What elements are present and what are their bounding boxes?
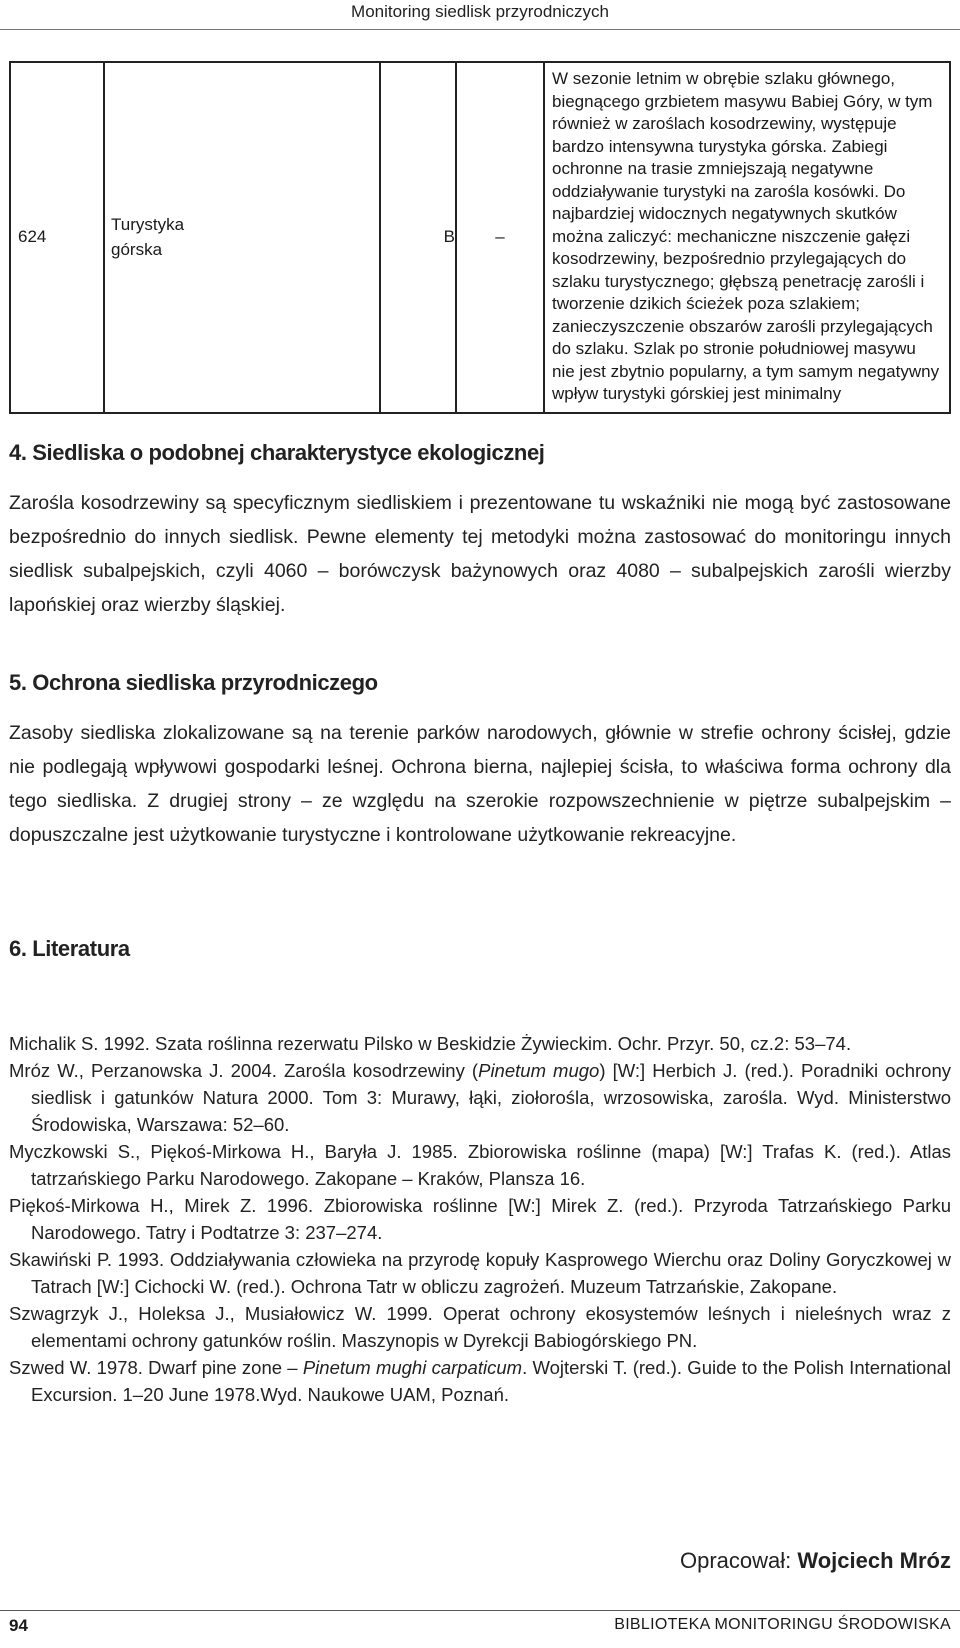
threat-description: W sezonie letnim w obrębie szlaku głównego, biegnącego grzbietem masywu Babiej Góry, w tym również w zaroślach kosodrzewiny, występuje bardzo intensywna turystyka górska. Zabiegi ochronne na trasie zmniejszają negatywne oddziaływanie turystyki na zarośla kosówki. Do najbardziej widocznych negatywnych skutków można zaliczyć: mechaniczne niszczenie gałęzi kosodrzewiny, bezpośrednio przylegających do szlaku turystycznego; głębszą penetrację zarośli i tworzenie dzikich ścieżek poza szlakiem; zanieczyszczenie obszarów zarośli przylegających do szlaku. Szlak po stronie południowej masywu nie jest zbytnio popularny, a tym samym negatywny wpływ turystyki górskiej jest minimalny bbox=[552, 69, 940, 403]
reference-item bbox=[9, 1192, 951, 1246]
threat-code: 624 bbox=[18, 227, 47, 247]
author-signature bbox=[680, 1548, 951, 1574]
threat-impact: – bbox=[495, 227, 505, 247]
threat-name: Turystyka górska bbox=[111, 215, 185, 260]
section-4-heading: 4. Siedliska o podobnej charakterystyce ekologicznej bbox=[9, 440, 545, 465]
running-head: Monitoring siedlisk przyrodniczych bbox=[351, 2, 609, 21]
section-6-heading: 6. Literatura bbox=[9, 936, 130, 961]
reference-text-tail: ) [W:] Herbich J. (red.). Poradniki ochrony siedlisk i gatunków Natura 2000. Tom 3: Murawy, łąki, ziołorośla, wrzosowiska, zarośla. Wyd. Ministerstwo Środowiska, Warszawa: 52–60. bbox=[31, 1060, 951, 1135]
reference-item bbox=[9, 1030, 951, 1057]
table-row bbox=[10, 62, 950, 413]
reference-item bbox=[9, 1138, 951, 1192]
reference-text: Mróz W., Perzanowska J. 2004. Zarośla kosodrzewiny ( bbox=[9, 1060, 479, 1081]
threat-code-cell bbox=[10, 62, 104, 413]
threat-name-cell bbox=[104, 62, 380, 413]
threat-table bbox=[9, 61, 951, 414]
reference-text: Piękoś-Mirkowa H., Mirek Z. 1996. Zbiorowiska roślinne [W:] Mirek Z. (red.). Przyroda Tatrzańskiego Parku Narodowego. Tatry i Podtatrze 3: 237–274. bbox=[9, 1195, 951, 1243]
reference-italic: Pinetum mughi carpaticum bbox=[302, 1357, 523, 1378]
reference-item bbox=[9, 1246, 951, 1300]
section-4-text: Zarośla kosodrzewiny są specyficznym siedliskiem i prezentowane tu wskaźniki nie mogą być zastosowane bezpośrednio do innych siedlisk. Pewne elementy tej metodyki można zastosować do monitoringu innych siedlisk subalpejskich, czyli 4060 – borówczysk bażynowych oraz 4080 – subalpejskich zarośli wierzby lapońskiej oraz wierzby śląskiej. bbox=[9, 492, 951, 616]
threat-impact-cell bbox=[456, 62, 544, 413]
reference-text: Michalik S. 1992. Szata roślinna rezerwatu Pilsko w Beskidzie Żywieckim. Ochr. Przyr. 50, cz.2: 53–74. bbox=[9, 1033, 852, 1054]
footer-divider bbox=[0, 1610, 960, 1611]
reference-item bbox=[9, 1300, 951, 1354]
reference-text-tail: . Wojterski T. (red.). Guide to the Polish International Excursion. 1–20 June 1978.Wyd. Naukowe UAM, Poznań. bbox=[31, 1357, 952, 1405]
references-list bbox=[9, 1030, 951, 1408]
signature-label: Opracował: bbox=[679, 1548, 798, 1573]
section-5-heading: 5. Ochrona siedliska przyrodniczego bbox=[9, 670, 378, 695]
series-title: BIBLIOTEKA MONITORINGU ŚRODOWISKA bbox=[614, 1616, 951, 1633]
header-divider bbox=[0, 29, 960, 30]
reference-text: Myczkowski S., Piękoś-Mirkowa H., Baryła J. 1985. Zbiorowiska roślinne (mapa) [W:] Trafas K. (red.). Atlas tatrzańskiego Parku Narodowego. Zakopane – Kraków, Plansza 16. bbox=[9, 1141, 951, 1189]
threat-grade: B bbox=[443, 227, 455, 247]
reference-text: Szwed W. 1978. Dwarf pine zone – bbox=[9, 1357, 303, 1378]
reference-item bbox=[9, 1354, 951, 1408]
threat-description-cell bbox=[544, 62, 950, 413]
signature-author: Wojciech Mróz bbox=[797, 1548, 951, 1573]
threat-grade-cell bbox=[380, 62, 456, 413]
reference-italic: Pinetum mugo bbox=[478, 1060, 600, 1081]
reference-text: Szwagrzyk J., Holeksa J., Musiałowicz W. 1999. Operat ochrony ekosystemów leśnych i nieleśnych wraz z elementami ochrony gatunków roślin. Maszynopis w Dyrekcji Babiogórskiego PN. bbox=[9, 1303, 951, 1351]
reference-text: Skawiński P. 1993. Oddziaływania człowieka na przyrodę kopuły Kasprowego Wierchu oraz Doliny Goryczkowej w Tatrach [W:] Cichocki W. (red.). Ochrona Tatr w obliczu zagrożeń. Muzeum Tatrzańskie, Zakopane. bbox=[9, 1249, 951, 1297]
page-number: 94 bbox=[9, 1616, 28, 1635]
reference-item bbox=[9, 1057, 951, 1138]
section-5-text: Zasoby siedliska zlokalizowane są na terenie parków narodowych, głównie w strefie ochrony ścisłej, gdzie nie podlegają wpływowi gospodarki leśnej. Ochrona bierna, najlepiej ścisła, to właściwa forma ochrony dla tego siedliska. Z drugiej strony – ze względu na szerokie rozpowszechnienie w piętrze subalpejskim – dopuszczalne jest użytkowanie turystyczne i kontrolowane użytkowanie rekreacyjne. bbox=[9, 722, 951, 846]
